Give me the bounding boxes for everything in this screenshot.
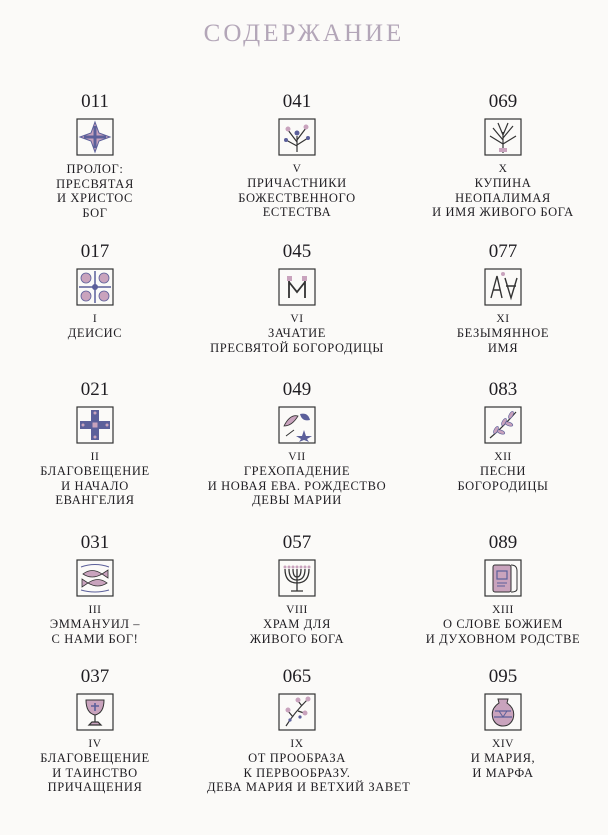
monogram-icon [278, 268, 316, 306]
entry-title-line: И ТАИНСТВО [52, 765, 138, 780]
page-number: 037 [80, 666, 110, 687]
entry-title-line: ЗАЧАТИЕ [268, 326, 326, 340]
entry-title-line: ДЕВЫ МАРИИ [252, 493, 342, 507]
chapter-numeral: VI [290, 313, 304, 325]
entry-title-line: КУПИНА [474, 176, 532, 190]
leaves-star-icon [278, 406, 316, 444]
toc-entry[interactable] [413, 242, 593, 355]
entry-title-line: ИМЯ [487, 340, 519, 355]
entry-title-line: ХРАМ ДЛЯ [263, 617, 331, 631]
letters-icon [484, 268, 522, 306]
entry-title-line: И НАЧАЛО [61, 478, 129, 493]
entry-title-line: И ИМЯ ЖИВОГО БОГА [432, 205, 574, 219]
chalice-icon [76, 693, 114, 731]
toc-entry[interactable] [207, 242, 387, 355]
toc-entry[interactable] [413, 533, 593, 646]
entry-title-line: И ХРИСТОС [57, 191, 133, 205]
flowering-branch-icon [278, 693, 316, 731]
chapter-numeral: XIV [492, 738, 514, 750]
entry-title-line: БОГ [82, 205, 108, 220]
page-number: 021 [80, 379, 110, 400]
toc-entry[interactable] [413, 667, 593, 780]
page-number: 011 [81, 91, 109, 112]
entry-title-line: ГРЕХОПАДЕНИЕ [243, 464, 351, 478]
page-number: 041 [282, 91, 312, 112]
toc-entry[interactable] [413, 380, 593, 493]
page-number: 083 [488, 379, 518, 400]
chapter-numeral: V [292, 163, 302, 175]
chapter-numeral: VIII [286, 604, 308, 616]
chapter-numeral: XII [494, 451, 512, 463]
entry-title-line: ПРИЧАСТНИКИ [247, 176, 347, 190]
page-number: 017 [80, 241, 110, 262]
entry-title-line: ПРЕСВЯТАЯ [56, 176, 134, 191]
entry-title-line: БОЖЕСТВЕННОГО [238, 190, 356, 205]
entry-title-line: БОГОРОДИЦЫ [457, 478, 549, 493]
entry-title-line: БЛАГОВЕЩЕНИЕ [40, 751, 150, 765]
vine-branches-icon [278, 118, 316, 156]
chapter-numeral: II [90, 451, 100, 463]
page-number: 049 [282, 379, 312, 400]
vessel-icon [484, 693, 522, 731]
toc-entry[interactable] [207, 92, 387, 220]
entry-title-line: И НОВАЯ ЕВА. РОЖДЕСТВО [207, 478, 387, 493]
chapter-numeral: X [498, 163, 508, 175]
entry-title-line: И МАРФА [472, 765, 534, 780]
entry-title-line: ДЕВА МАРИЯ И ВЕТХИЙ ЗАВЕТ [207, 780, 411, 794]
page-number: 031 [80, 532, 110, 553]
chapter-numeral: VII [288, 451, 306, 463]
entry-title-line: БЛАГОВЕЩЕНИЕ [40, 464, 150, 478]
toc-entry[interactable] [5, 533, 185, 646]
entry-title-line: ПЕСНИ [479, 464, 527, 478]
page-number: 095 [488, 666, 518, 687]
fish-icon [76, 559, 114, 597]
toc-entry[interactable] [5, 242, 185, 341]
entry-title-line: ДЕИСИС [67, 326, 123, 340]
entry-title-line: ЕСТЕСТВА [262, 205, 332, 219]
entry-title-line: НЕОПАЛИМАЯ [455, 190, 551, 205]
chapter-numeral: IV [88, 738, 102, 750]
entry-title-line: ПРИЧАЩЕНИЯ [47, 780, 143, 794]
chapter-numeral: XIII [492, 604, 514, 616]
entry-title-line: О СЛОВЕ БОЖИЕМ [443, 617, 563, 631]
cross-pattern-icon [76, 118, 114, 156]
entry-title-line: К ПЕРВООБРАЗУ. [243, 765, 351, 780]
entry-title-line: ПРОЛОГ: [66, 162, 124, 176]
entry-title-line: ЭММАНУИЛ – [49, 617, 141, 631]
toc-entry[interactable] [5, 667, 185, 795]
chapter-numeral: IX [290, 738, 304, 750]
page-number: 089 [488, 532, 518, 553]
toc-entry[interactable] [207, 380, 387, 508]
entry-title-line: И МАРИЯ, [470, 751, 536, 765]
page-number: 077 [488, 241, 518, 262]
chapter-numeral: I [92, 313, 98, 325]
entry-title-line: ПРЕСВЯТОЙ БОГОРОДИЦЫ [210, 340, 384, 355]
entry-title-line: БЕЗЫМЯННОЕ [456, 326, 550, 340]
page-title: СОДЕРЖАНИЕ [203, 20, 405, 47]
page-number: 057 [282, 532, 312, 553]
page-number: 069 [488, 91, 518, 112]
rosette-pattern-icon [76, 268, 114, 306]
toc-entry[interactable] [5, 380, 185, 508]
entry-title-line: С НАМИ БОГ! [51, 631, 139, 646]
toc-entry[interactable] [413, 92, 593, 220]
entry-title-line: ОТ ПРООБРАЗА [248, 751, 346, 765]
toc-entry[interactable] [207, 533, 387, 646]
toc-entry[interactable] [207, 666, 411, 795]
page-number: 065 [282, 666, 312, 687]
scroll-icon [484, 559, 522, 597]
page-number: 045 [282, 241, 312, 262]
entry-title-line: ЕВАНГЕЛИЯ [55, 493, 135, 507]
entry-title-line: ЖИВОГО БОГА [249, 631, 345, 646]
toc-entry[interactable] [5, 92, 185, 220]
olive-branch-icon [484, 406, 522, 444]
chapter-numeral: XI [496, 313, 510, 325]
chapter-numeral: III [88, 604, 102, 616]
burning-bush-icon [484, 118, 522, 156]
entry-title-line: И ДУХОВНОМ РОДСТВЕ [425, 631, 581, 646]
menorah-icon [278, 559, 316, 597]
ornate-cross-icon [76, 406, 114, 444]
